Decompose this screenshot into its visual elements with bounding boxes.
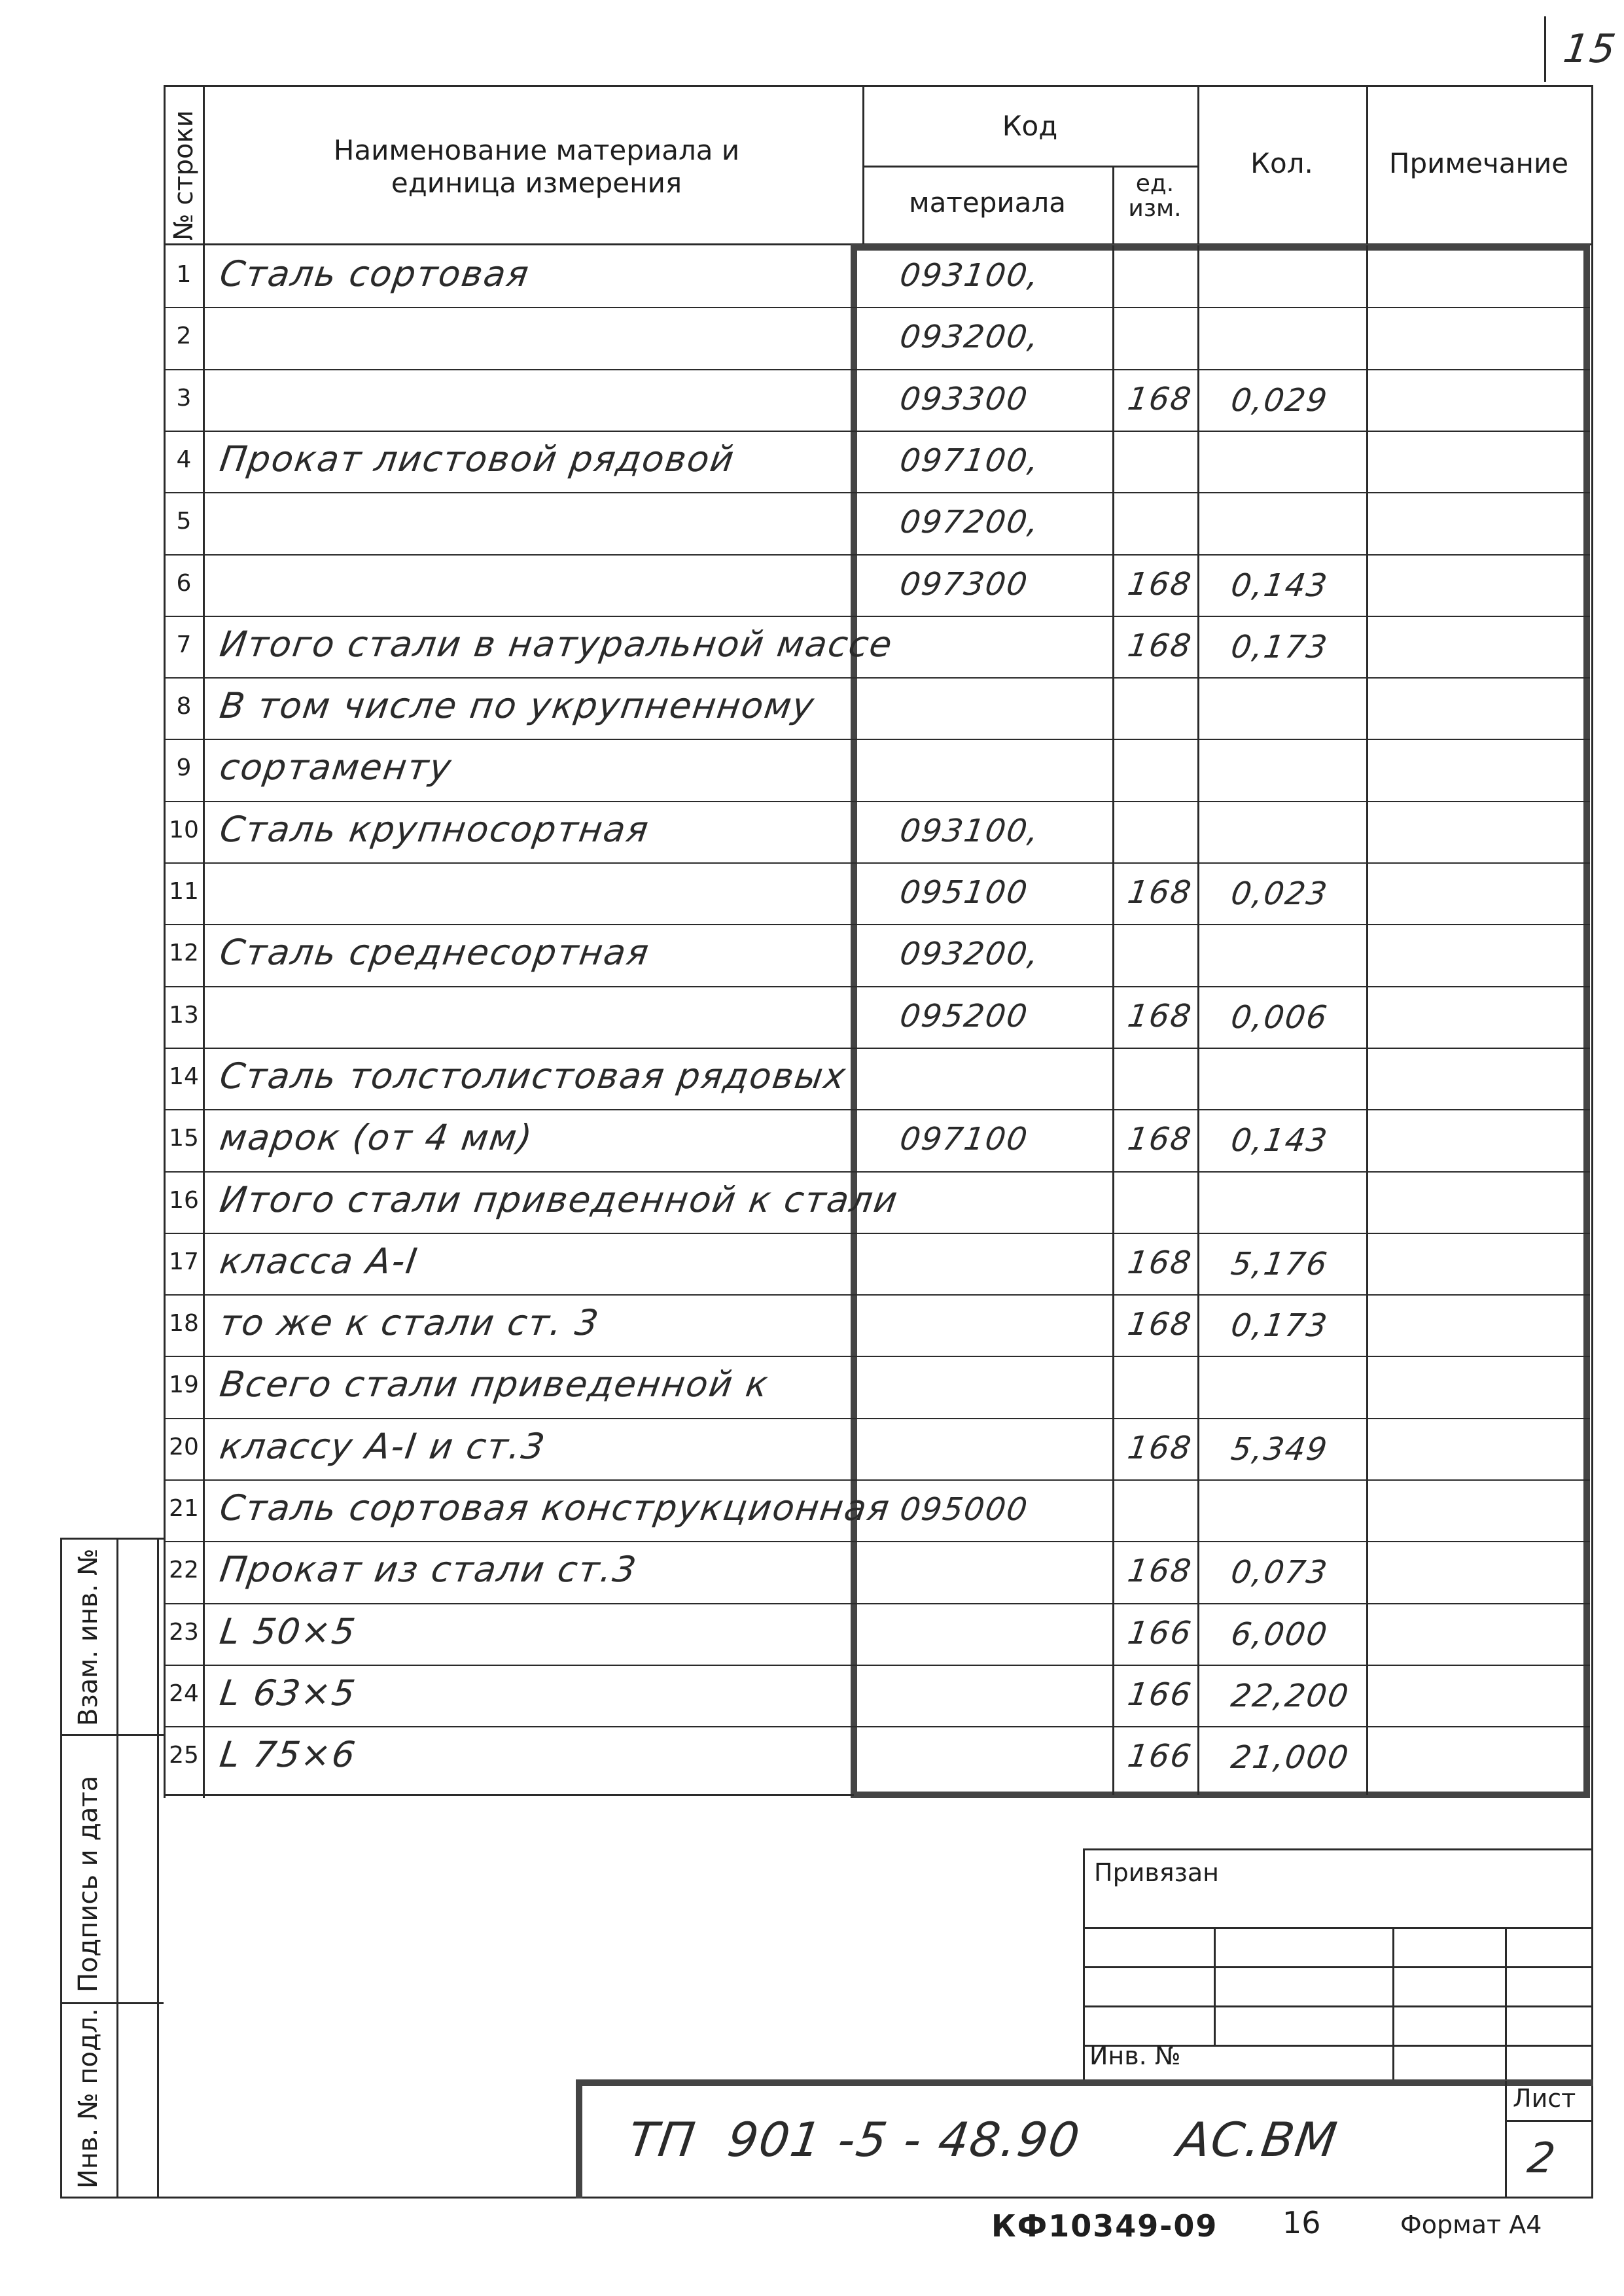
row-number: 7 (176, 631, 192, 658)
order-number: КФ10349-09 (991, 2208, 1218, 2244)
header-code: Код (1002, 110, 1058, 142)
row-material-name: Сталь среднесортная (217, 932, 653, 973)
row-quantity: 0,023 (1229, 875, 1331, 912)
row-material-code: 097100 (898, 1121, 1031, 1157)
row-unit-code: 168 (1125, 627, 1195, 664)
header-note: Примечание (1388, 147, 1569, 179)
row-number: 13 (169, 1002, 199, 1029)
row-material-name: класса А-I (217, 1241, 421, 1282)
row-number: 21 (169, 1495, 199, 1522)
row-number: 24 (169, 1680, 199, 1707)
side-podpis-data: Подпись и дата (73, 1775, 103, 1992)
row-number: 2 (176, 323, 192, 349)
row-number: 3 (176, 385, 192, 412)
header-quantity: Кол. (1250, 147, 1313, 179)
copy-number: 16 (1282, 2205, 1321, 2240)
row-unit-code: 168 (1125, 998, 1195, 1034)
row-number: 6 (176, 570, 192, 597)
row-unit-code: 168 (1125, 381, 1195, 417)
row-material-code: 093100, (898, 257, 1042, 294)
row-material-name: L 63×5 (217, 1672, 359, 1714)
row-material-code: 095200 (898, 998, 1031, 1034)
row-material-code: 093200, (898, 319, 1042, 355)
row-material-code: 095000 (898, 1491, 1031, 1528)
side-inv-podl: Инв. № подл. (73, 2008, 103, 2189)
row-number: 10 (169, 817, 199, 843)
row-number: 19 (169, 1371, 199, 1398)
row-unit-code: 166 (1125, 1676, 1195, 1713)
row-material-code: 095100 (898, 874, 1031, 911)
row-material-name: то же к стали ст. 3 (217, 1302, 603, 1343)
row-quantity: 22,200 (1229, 1678, 1352, 1714)
row-material-name: Итого стали приведенной к стали (217, 1179, 902, 1220)
side-vzam-inv: Взам. инв. № (73, 1548, 103, 1726)
row-unit-code: 168 (1125, 1121, 1195, 1157)
row-number: 18 (169, 1310, 199, 1337)
row-unit-code: 168 (1125, 874, 1195, 911)
row-material-name: Сталь крупносортная (217, 809, 652, 850)
row-unit-code: 168 (1125, 1306, 1195, 1343)
row-quantity: 21,000 (1229, 1739, 1352, 1776)
row-material-name: Прокат листовой рядовой (217, 438, 738, 480)
row-number: 25 (169, 1742, 199, 1769)
header-code-material: материала (908, 186, 1066, 219)
row-quantity: 0,173 (1229, 1307, 1331, 1344)
row-quantity: 0,073 (1229, 1554, 1331, 1591)
row-material-name: L 75×6 (217, 1734, 359, 1775)
row-material-name: В том числе по укрупненному (217, 685, 818, 726)
row-number: 8 (176, 693, 192, 720)
row-material-name: Сталь сортовая (217, 253, 533, 294)
row-unit-code: 168 (1125, 1245, 1195, 1281)
row-material-code: 093200, (898, 936, 1042, 972)
header-code-unit: ед. изм. (1128, 170, 1182, 222)
row-number: 5 (176, 508, 192, 535)
row-number: 4 (176, 446, 192, 473)
header-row-number: № строки (169, 110, 199, 241)
row-unit-code: 168 (1125, 566, 1195, 603)
row-quantity: 0,006 (1229, 999, 1331, 1036)
row-material-name: марок (от 4 мм) (217, 1117, 536, 1158)
sheet-label: Лист (1513, 2084, 1576, 2113)
row-material-code: 093100, (898, 813, 1042, 849)
row-quantity: 5,349 (1229, 1431, 1331, 1468)
row-quantity: 6,000 (1229, 1616, 1331, 1653)
row-material-code: 097100, (898, 442, 1042, 479)
row-number: 20 (169, 1434, 199, 1460)
row-quantity: 0,029 (1229, 382, 1331, 419)
privyazan-label: Привязан (1094, 1858, 1219, 1887)
row-number: 14 (169, 1063, 199, 1090)
row-material-code: 093300 (898, 381, 1031, 417)
page-number: 15 (1561, 26, 1620, 72)
row-quantity: 0,143 (1229, 1122, 1331, 1159)
row-material-name: сортаменту (217, 747, 455, 788)
row-unit-code: 168 (1125, 1430, 1195, 1466)
row-quantity: 0,143 (1229, 567, 1331, 604)
document-designation: ТП 901 -5 - 48.90 АС.ВМ (625, 2112, 1341, 2167)
row-material-name: Сталь толстолистовая рядовых (217, 1055, 849, 1097)
row-material-name: Прокат из стали ст.3 (217, 1549, 640, 1590)
sheet-number: 2 (1525, 2134, 1560, 2183)
row-number: 17 (169, 1248, 199, 1275)
row-unit-code: 168 (1125, 1553, 1195, 1589)
row-material-name: классу А-I и ст.3 (217, 1426, 549, 1467)
row-number: 22 (169, 1557, 199, 1583)
row-material-name: L 50×5 (217, 1611, 359, 1652)
row-material-name: Всего стали приведенной к (217, 1364, 772, 1405)
row-number: 11 (169, 878, 199, 905)
row-number: 12 (169, 940, 199, 966)
row-number: 16 (169, 1187, 199, 1214)
row-number: 9 (176, 754, 192, 781)
header-material-name: Наименование материала и единица измерения (333, 134, 740, 200)
row-material-name: Сталь сортовая конструкционная (217, 1487, 893, 1528)
row-number: 1 (176, 261, 192, 288)
row-material-code: 097200, (898, 504, 1042, 540)
row-unit-code: 166 (1125, 1738, 1195, 1775)
row-number: 15 (169, 1125, 199, 1152)
row-unit-code: 166 (1125, 1615, 1195, 1651)
row-material-name: Итого стали в натуральной массе (217, 624, 896, 665)
format-label: Формат А4 (1400, 2210, 1542, 2239)
row-quantity: 0,173 (1229, 629, 1331, 665)
row-quantity: 5,176 (1229, 1246, 1331, 1282)
inv-no-label: Инв. № (1089, 2041, 1181, 2070)
row-material-code: 097300 (898, 566, 1031, 603)
row-number: 23 (169, 1619, 199, 1646)
